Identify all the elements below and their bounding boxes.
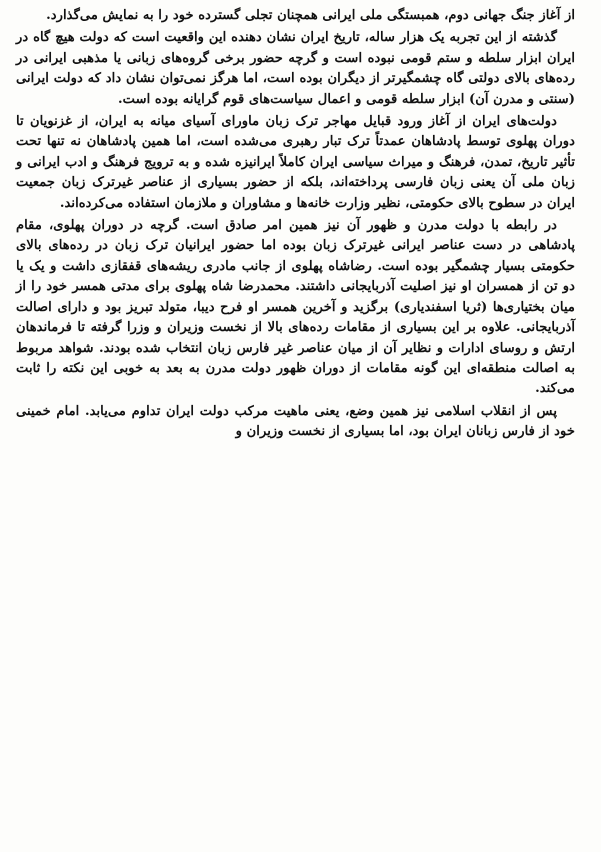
paragraph-5: پس از انقلاب اسلامی نیز همین وضع، یعنی ماهیت مرکب دولت ایران تداوم می‌یابد. امام خمینی خود از فارس زبانان ایران بود، اما بسیاری از نخست وزیران و (16, 403, 575, 440)
paragraph-3: دولت‌های ایران از آغاز ورود قبایل مهاجر ترک زبان ماورای آسیای میانه به ایران، از غزنویان تا دوران پهلوی توسط پادشاهان عمدتاً ترک تبار رهبری می‌شده است، اما همین پادشاهان نه تنها تحت تأثیر تاریخ، تمدن، فرهنگ و میراث سیاسی ایران کاملاً ایرانیزه شده و به ترویج فرهنگ و ادب ایرانی و زبان ملی آن یعنی زبان فارسی پرداخته‌اند، بلکه از حضور بسیاری از عناصر غیرترک زبان جمعیت ایران در سطوح بالای حکومتی، نظیر وزارت خانه‌ها و مشاوران و ملازمان استفاده می‌کرده‌اند. (16, 114, 575, 211)
paragraph-4: در رابطه با دولت مدرن و ظهور آن نیز همین امر صادق است. گرچه در دوران پهلوی، مقام پادشاهی در دست عناصر ایرانی غیرترک زبان بوده اما حضور ایرانیان ترک زبان در رده‌های بالای حکومتی بسیار چشمگیر بوده است. رضاشاه پهلوی از جانب مادری ریشه‌های قفقازی داشت و یک یا دو تن از همسران او نیز اصلیت آذربایجانی داشتند. محمدرضا شاه پهلوی برای مدتی همسر خود را از میان بختیاری‌ها (ثریا اسفندیاری) برگزید و آخرین همسر او فرح دیبا، متولد تبریز بود و دارای اصالت آذربایجانی. علاوه بر این بسیاری از مقامات رده‌های بالا از نخست وزیران و وزرا گرفته تا فرماندهان ارتش و روسای ادارات و نظایر آن از میان عناصر غیر فارس زبان انتخاب شده بودند. شواهد مربوط به اصالت منطقه‌ای این گونه مقامات از دوران ظهور دولت مدرن به بعد به خوبی این نکته را ثابت می‌کند. (16, 218, 575, 397)
paragraph-1: از آغاز جنگ جهانی دوم، همبستگی ملی ایرانی همچنان تجلی گسترده خود را به نمایش می‌گذارد. (46, 8, 575, 23)
paragraph-2: گذشته از این تجربه یک هزار ساله، تاریخ ایران نشان دهنده این واقعیت است که دولت هیچ گاه در ایران ابزار سلطه و ستم قومی نبوده است و گرچه حضور برخی گروه‌های زبانی یا مذهبی ایرانی در رده‌های بالای دولتی گاه چشمگیرتر از دیگران بوده است، اما هرگز نمی‌توان نشان داد که دولت ایرانی (سنتی و مدرن آن) ابزار سلطه قومی و اعمال سیاست‌های قوم گرایانه بوده است. (16, 30, 575, 107)
